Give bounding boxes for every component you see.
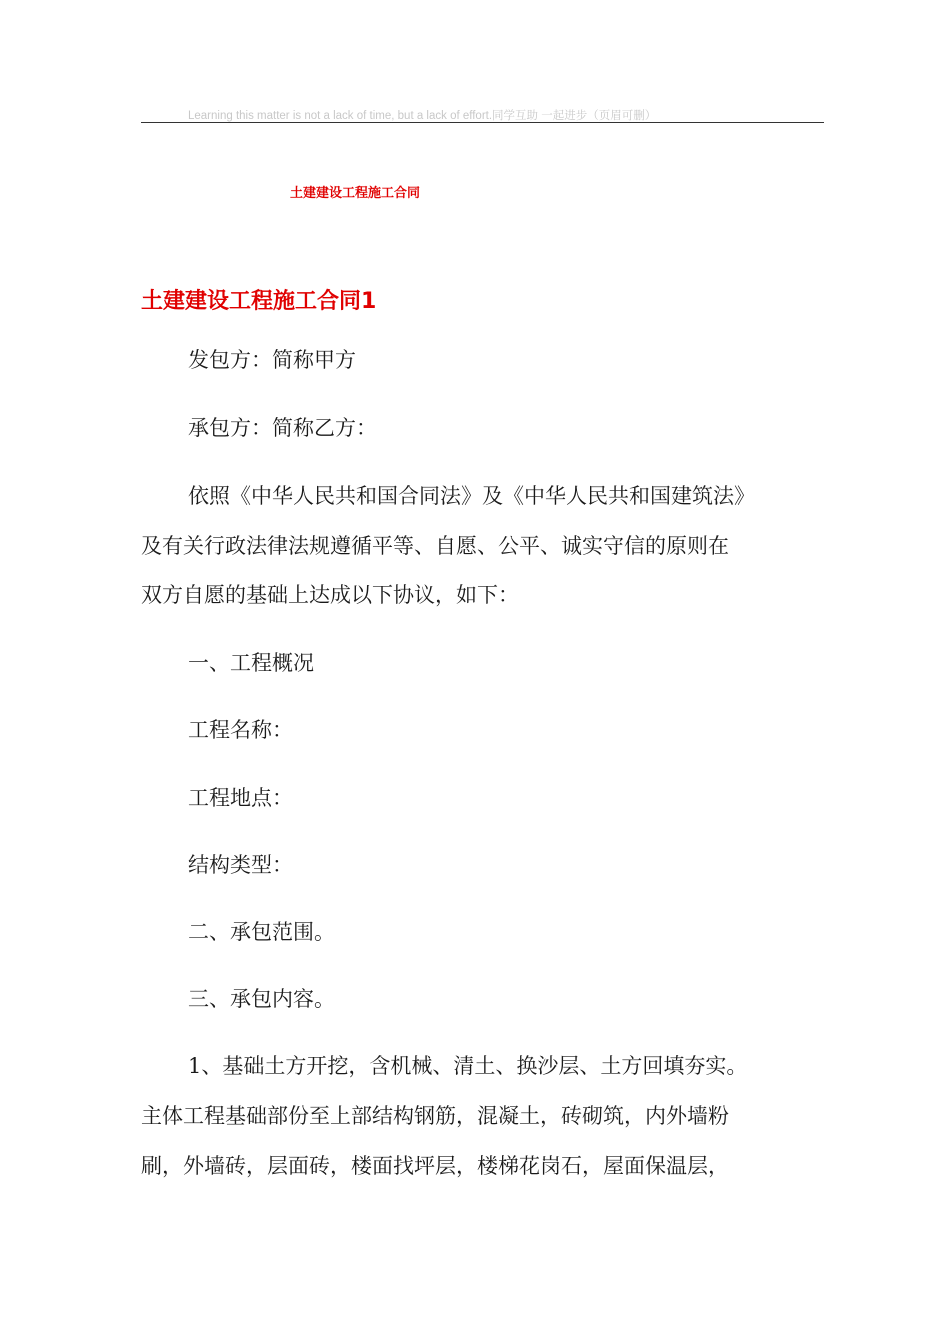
paragraph-line: 一、工程概况 bbox=[188, 651, 314, 675]
paragraph-line: 依照《中华人民共和国合同法》及《中华人民共和国建筑法》 bbox=[188, 484, 755, 508]
header-divider bbox=[141, 122, 824, 123]
paragraph-line: 工程名称： bbox=[188, 718, 293, 742]
paragraph-line: 主体工程基础部份至上部结构钢筋，混凝土，砖砌筑，内外墙粉 bbox=[141, 1104, 729, 1128]
paragraph-line: 二、承包范围。 bbox=[188, 920, 335, 944]
paragraph-line: 1、基础土方开挖，含机械、清土、换沙层、土方回填夯实。 bbox=[188, 1054, 748, 1078]
page-header-text: Learning this matter is not a lack of time, but a lack of effort.同学互助 一起进步（页眉可删） bbox=[188, 110, 657, 122]
document-title: 土建建设工程施工合同 bbox=[290, 186, 421, 201]
paragraph-line: 工程地点： bbox=[188, 786, 293, 810]
paragraph-line: 三、承包内容。 bbox=[188, 987, 335, 1011]
paragraph-line: 承包方：简称乙方： bbox=[188, 416, 377, 440]
paragraph-line: 结构类型： bbox=[188, 853, 293, 877]
paragraph-line: 双方自愿的基础上达成以下协议，如下： bbox=[141, 583, 519, 607]
paragraph-line: 发包方：简称甲方 bbox=[188, 348, 356, 372]
paragraph-line: 刷，外墙砖，层面砖，楼面找坪层，楼梯花岗石，屋面保温层， bbox=[141, 1154, 729, 1178]
section-heading: 土建建设工程施工合同1 bbox=[141, 289, 377, 314]
paragraph-line: 及有关行政法律法规遵循平等、自愿、公平、诚实守信的原则在 bbox=[141, 534, 729, 558]
